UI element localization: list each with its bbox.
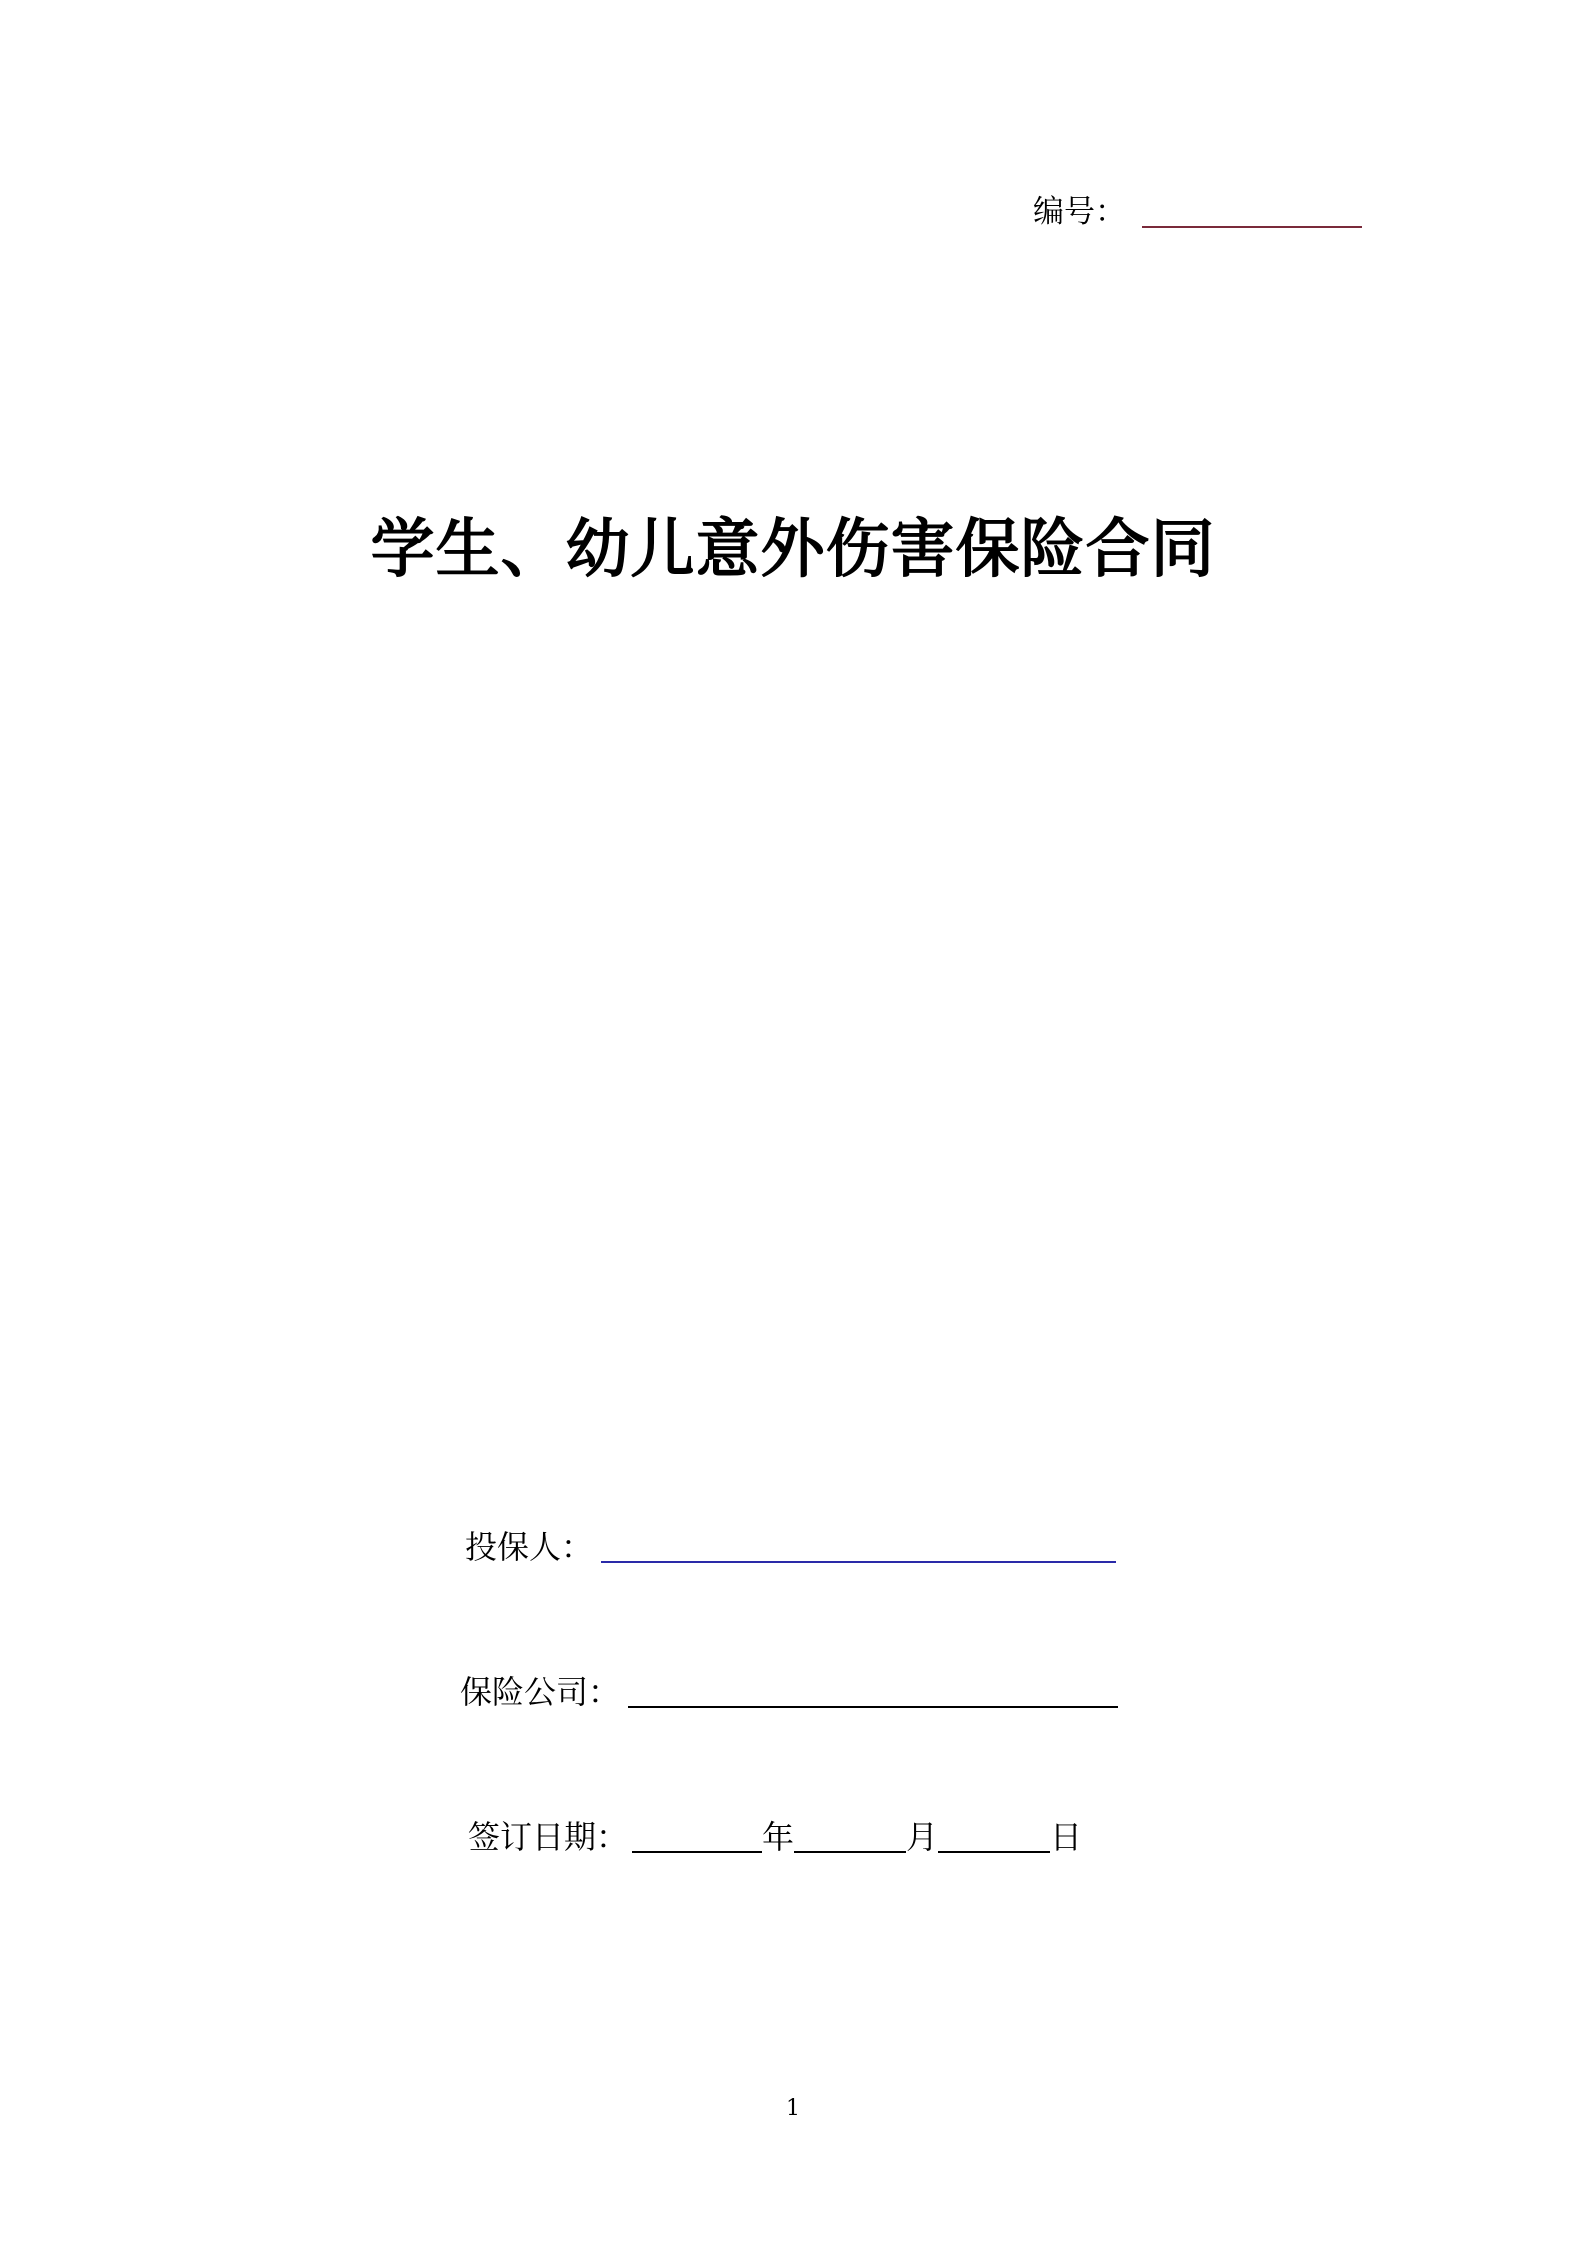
year-label: 年 [762, 1818, 795, 1856]
year-blank[interactable] [632, 1851, 762, 1853]
page-number: 1 [786, 2096, 800, 2121]
serial-number-label: 编号： [1033, 194, 1126, 230]
insurer-blank[interactable] [628, 1706, 1118, 1708]
insurer-field [460, 1670, 1118, 1714]
policyholder-field [465, 1525, 1116, 1569]
serial-number-blank[interactable] [1142, 226, 1362, 228]
day-blank[interactable] [938, 1851, 1050, 1853]
month-blank[interactable] [794, 1851, 906, 1853]
day-label: 日 [1050, 1818, 1083, 1856]
sign-date-field [468, 1815, 1082, 1859]
insurer-label: 保险公司： [460, 1673, 621, 1711]
month-label: 月 [906, 1818, 939, 1856]
document-title: 学生、幼儿意外伤害保险合同 [370, 512, 1216, 587]
serial-number-row [1033, 192, 1362, 232]
policyholder-label: 投保人： [465, 1528, 594, 1566]
sign-date-label: 签订日期： [468, 1818, 629, 1856]
policyholder-blank[interactable] [601, 1561, 1116, 1563]
